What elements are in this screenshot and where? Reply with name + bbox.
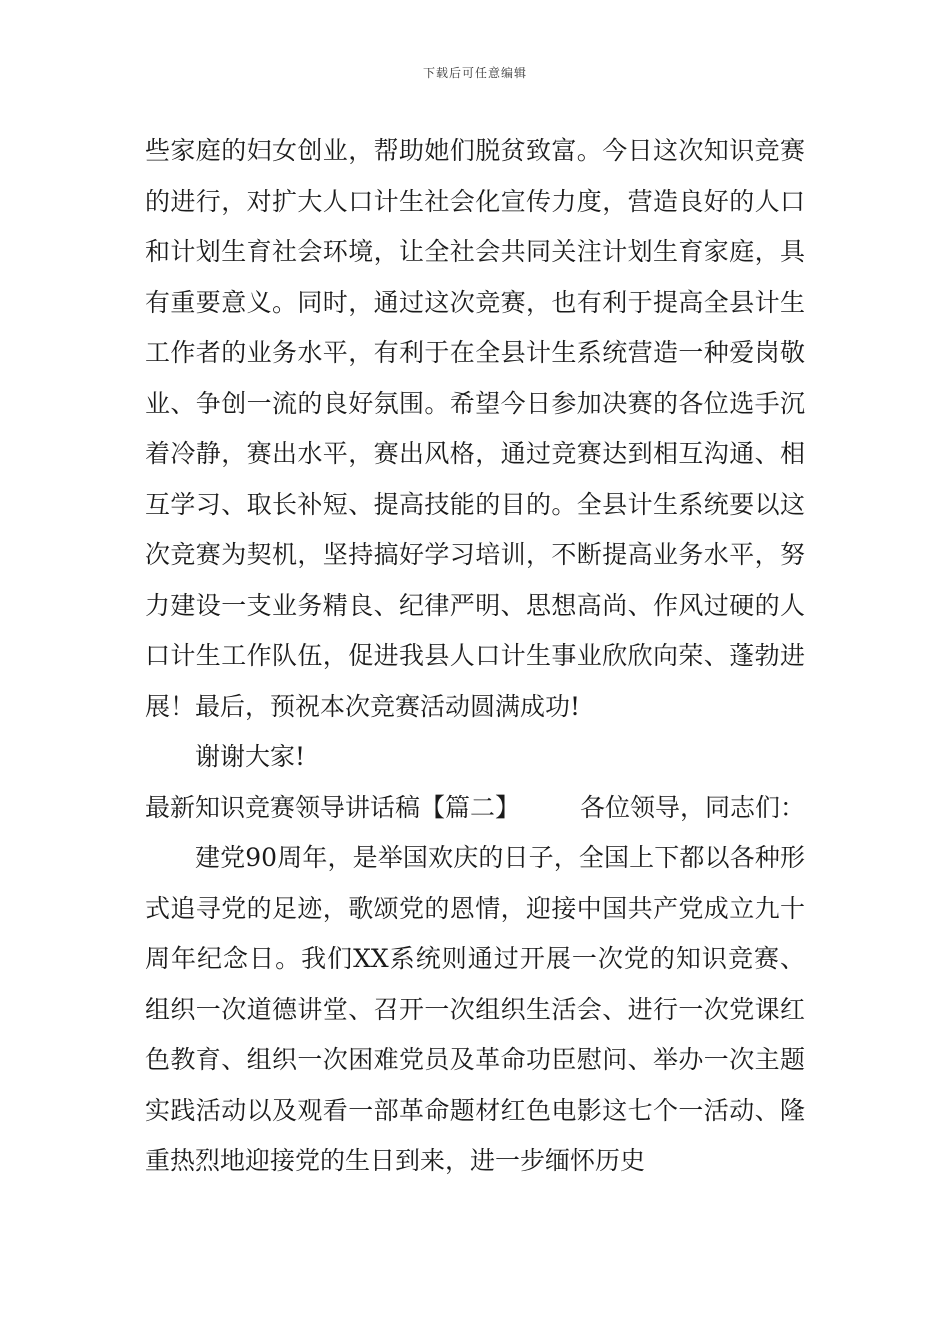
section-title: 最新知识竞赛领导讲话稿【篇二】	[145, 792, 521, 822]
greeting: 各位领导，同志们：	[580, 792, 806, 822]
paragraph-2: 建党90周年，是举国欢庆的日子，全国上下都以各种形式追寻党的足迹，歌颂党的恩情，迎接中国共产党成立九十周年纪念日。我们XX系统则通过开展一次党的知识竞赛、组织一次道德讲堂、召开一次组织生活会、进行一次党课红色教育、组织一次困难党员及革命功臣慰问、举办一次主题实践活动以及观看一部革命题材红色电影这七个一活动、隆重热烈地迎接党的生日到来，进一步缅怀历史	[145, 843, 805, 1175]
thanks-line: 谢谢大家!	[195, 742, 306, 771]
section-heading-line	[145, 783, 805, 834]
document-body	[145, 126, 805, 1187]
header-note: 下载后可任意编辑	[422, 66, 527, 80]
paragraph-1: 些家庭的妇女创业，帮助她们脱贫致富。今日这次知识竞赛的进行，对扩大人口计生社会化宣传力度，营造良好的人口和计划生育社会环境，让全社会共同关注计划生育家庭，具有重要意义。同时，通过这次竞赛，也有利于提高全县计生工作者的业务水平，有利于在全县计生系统营造一种爱岗敬业、争创一流的良好氛围。希望今日参加决赛的各位选手沉着冷静，赛出水平，赛出风格，通过竞赛达到相互沟通、相互学习、取长补短、提高技能的目的。全县计生系统要以这次竞赛为契机，坚持搞好学习培训，不断提高业务水平，努力建设一支业务精良、纪律严明、思想高尚、作风过硬的人口计生工作队伍，促进我县人口计生事业欣欣向荣、蓬勃进展！最后，预祝本次竞赛活动圆满成功!	[145, 136, 805, 721]
